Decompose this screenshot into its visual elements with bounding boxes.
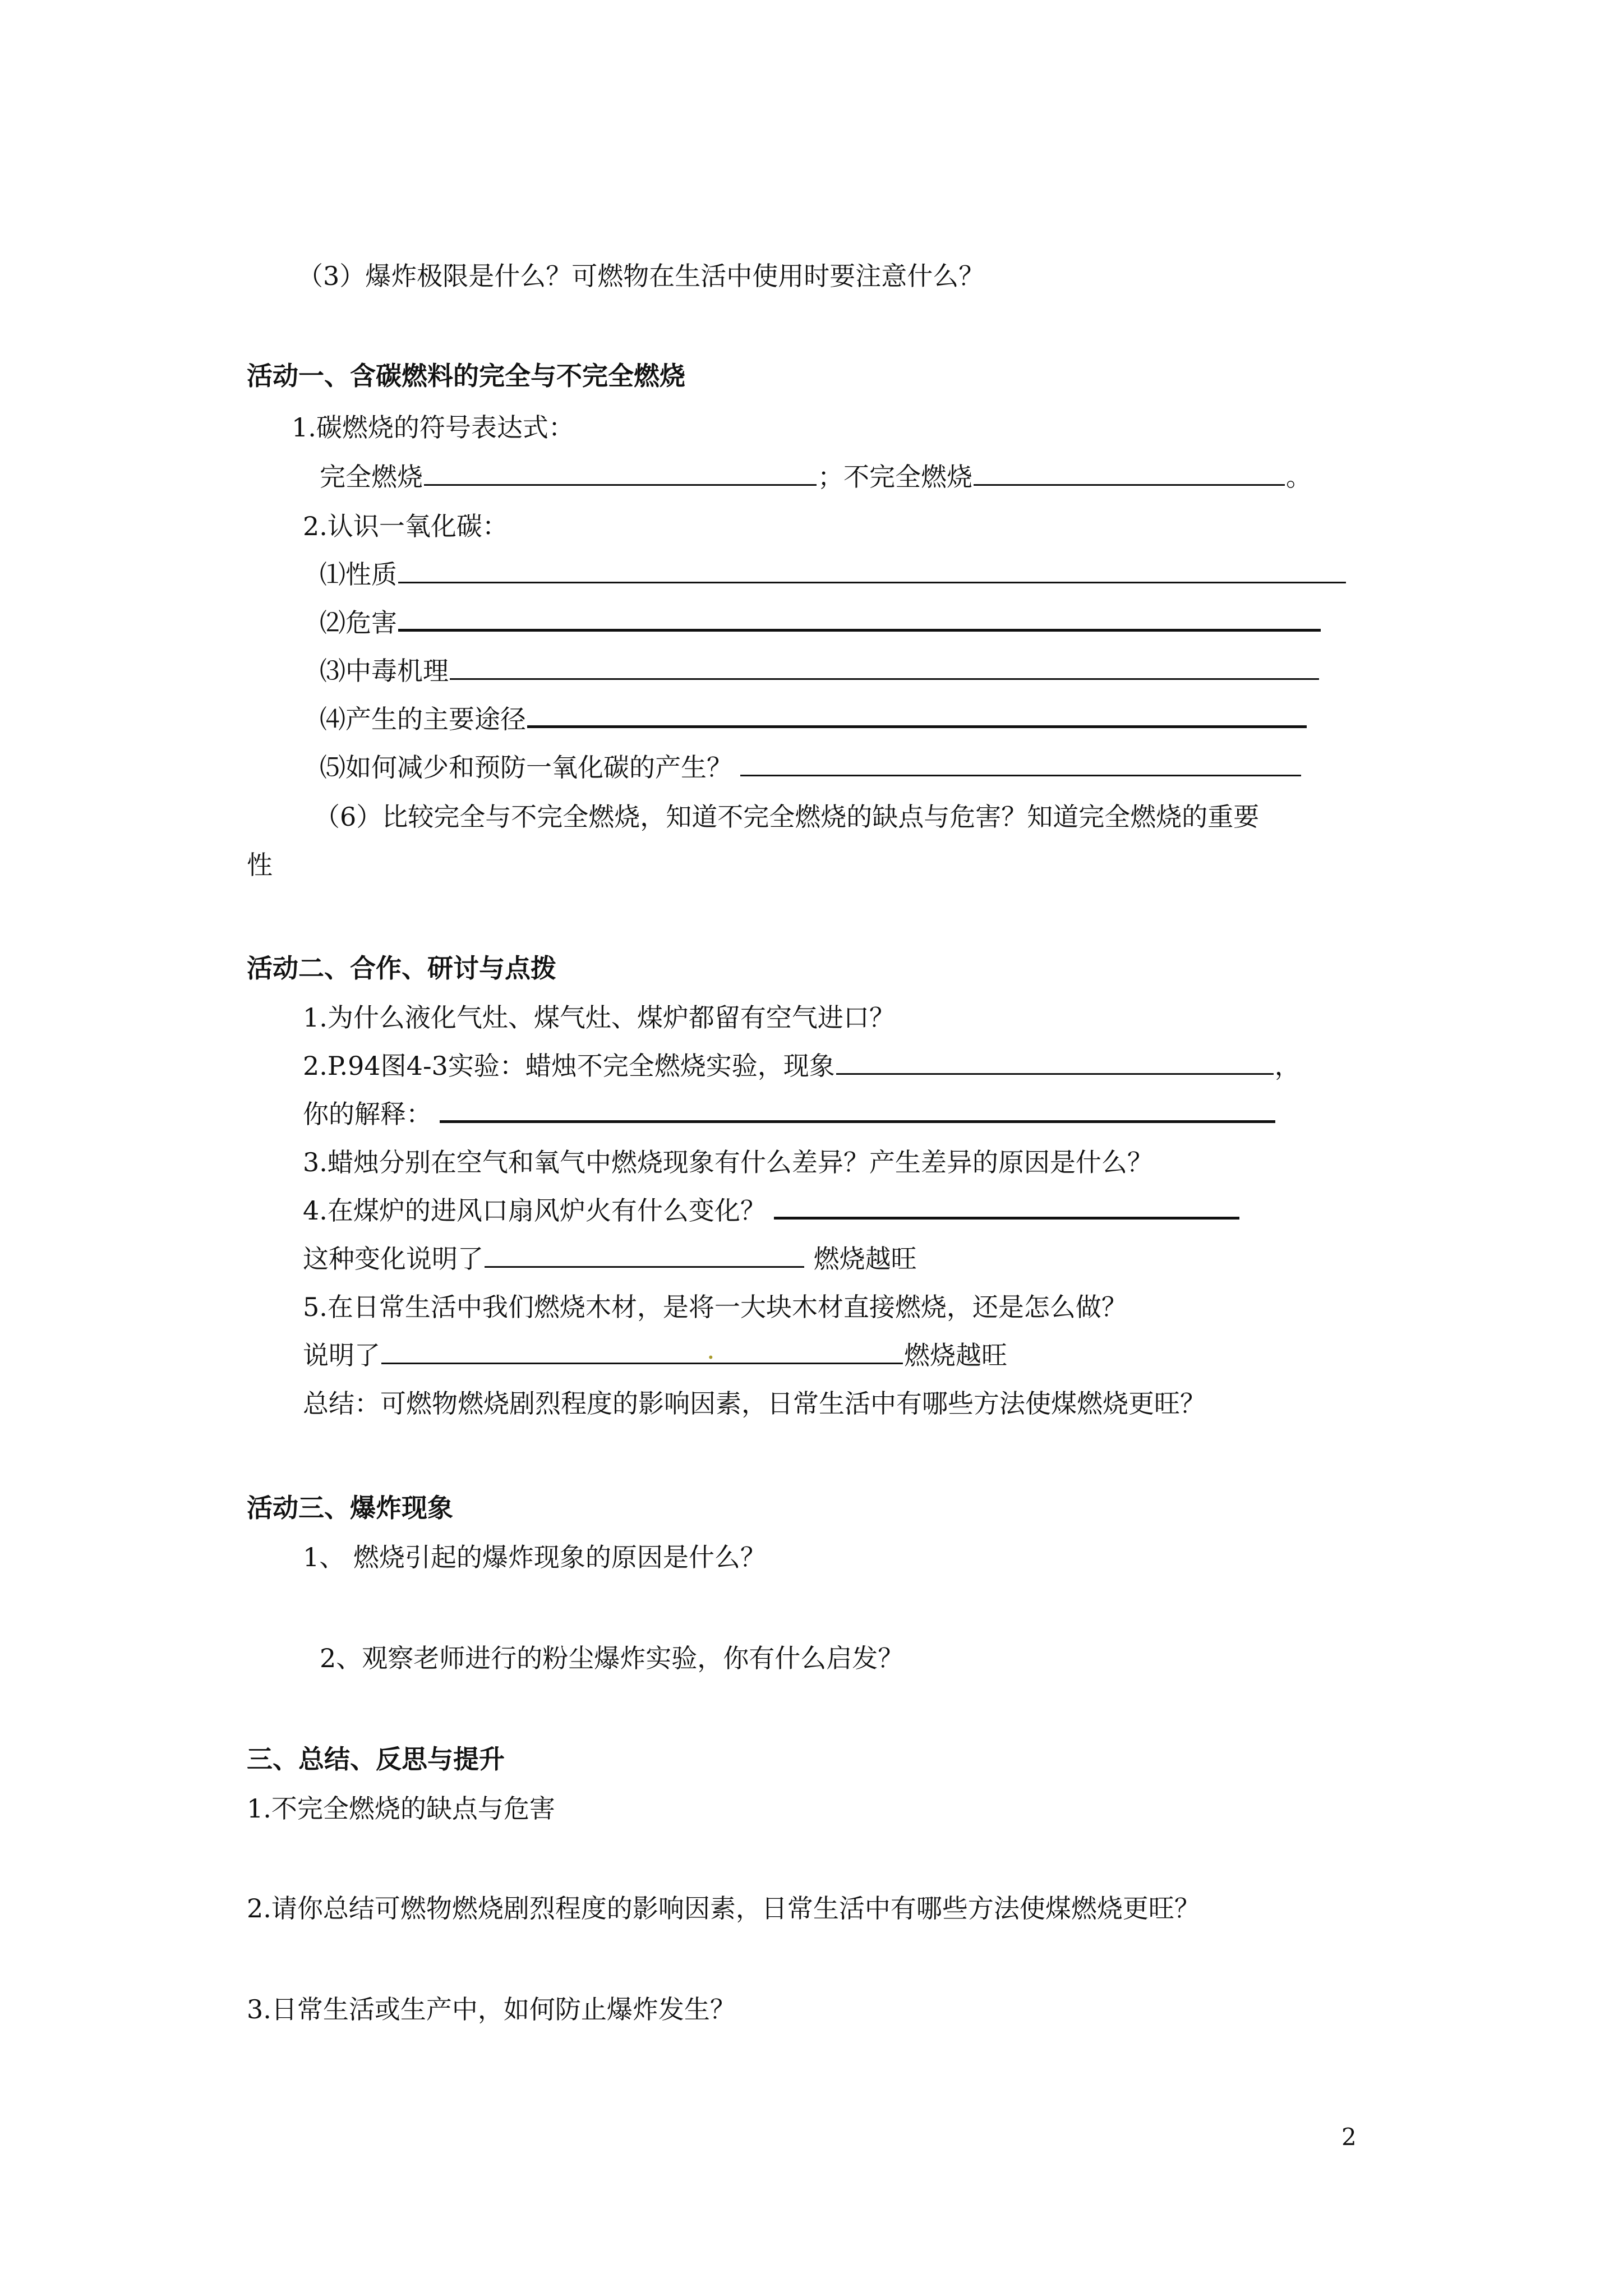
- co-hazards-row: [320, 606, 1322, 639]
- shows-label: 说明了: [303, 1340, 380, 1370]
- activity2-shows-row: [303, 1242, 917, 1276]
- section3-item1: 1.不完全燃烧的缺点与危害: [247, 1793, 555, 1824]
- stove-fan-label: 4.在煤炉的进风口扇风炉火有什么变化？: [303, 1195, 766, 1226]
- co-hazards-label: ⑵危害: [320, 608, 397, 638]
- section3-heading: 三、总结、反思与提升: [247, 1744, 505, 1774]
- activity2-summary: 总结：可燃物燃烧剧烈程度的影响因素，日常生活中有哪些方法使煤燃烧更旺？: [303, 1388, 1206, 1419]
- shows-this-blank[interactable]: [485, 1261, 804, 1268]
- semicolon: ；: [818, 462, 843, 492]
- co-poisoning-blank[interactable]: [450, 673, 1319, 680]
- candle-experiment-label: 2.P.94图4-3实验：蜡烛不完全燃烧实验，现象: [303, 1051, 835, 1081]
- section3-item2: 2.请你总结可燃物燃烧剧烈程度的影响因素，日常生活中有哪些方法使煤燃烧更旺？: [247, 1893, 1200, 1924]
- shows-this-label: 这种变化说明了: [303, 1244, 483, 1274]
- activity3-item1: 1、 燃烧引起的爆炸现象的原因是什么？: [303, 1542, 766, 1572]
- burn-stronger-label: 燃烧越旺: [813, 1244, 917, 1274]
- intro-question-3: （3）爆炸极限是什么？可燃物在生活中使用时要注意什么？: [297, 261, 985, 291]
- activity2-heading: 活动二、合作、研讨与点拨: [247, 953, 556, 983]
- explanation-blank[interactable]: [440, 1115, 1275, 1123]
- activity3-heading: 活动三、爆炸现象: [247, 1493, 453, 1523]
- activity2-item1: 1.为什么液化气灶、煤气灶、煤炉都留有空气进口？: [303, 1002, 895, 1033]
- candle-phenomenon-blank[interactable]: [836, 1068, 1274, 1075]
- activity2-item2-row: [303, 1049, 1301, 1083]
- co-sources-row: [320, 702, 1308, 736]
- activity2-explain-row: [303, 1097, 1276, 1131]
- co-properties-blank[interactable]: [398, 577, 1346, 583]
- co-hazards-blank[interactable]: [398, 624, 1321, 632]
- co-sources-blank[interactable]: [527, 720, 1307, 728]
- co-poisoning-row: [320, 654, 1320, 688]
- co-properties-row: [320, 558, 1347, 591]
- activity2-item3: 3.蜡烛分别在空气和氧气中燃烧现象有什么差异？产生差异的原因是什么？: [303, 1147, 1153, 1177]
- complete-combustion-blank[interactable]: [424, 479, 817, 486]
- shows-blank[interactable]: [381, 1334, 903, 1365]
- burn-stronger-label-2: 燃烧越旺: [904, 1340, 1007, 1370]
- activity1-equation-row: [320, 460, 1312, 494]
- co-properties-label: ⑴性质: [320, 559, 397, 590]
- activity3-item2: 2、观察老师进行的粉尘爆炸实验，你有什么启发？: [320, 1643, 904, 1673]
- comma: ，: [1274, 1051, 1301, 1081]
- complete-combustion-label: 完全燃烧: [320, 462, 423, 492]
- activity2-item4-row: [303, 1194, 1241, 1227]
- activity1-heading: 活动一、含碳燃料的完全与不完全燃烧: [247, 361, 685, 391]
- co-prevention-label: ⑸如何减少和预防一氧化碳的产生？: [320, 752, 732, 783]
- activity1-item2: 2.认识一氧化碳：: [303, 511, 508, 541]
- activity2-shows2-row: [303, 1334, 1007, 1372]
- co-prevention-row: [320, 751, 1302, 784]
- activity1-item1: 1.碳燃烧的符号表达式：: [292, 412, 574, 443]
- stove-fan-blank[interactable]: [774, 1212, 1239, 1220]
- incomplete-combustion-label: 不完全燃烧: [843, 462, 972, 492]
- co-compare-line2: 性: [247, 850, 273, 880]
- explanation-label: 你的解释：: [303, 1099, 432, 1129]
- co-prevention-blank[interactable]: [740, 770, 1301, 776]
- co-compare-line1: （6）比较完全与不完全燃烧，知道不完全燃烧的缺点与危害？知道完全燃烧的重要: [314, 802, 1260, 832]
- stray-dot: .: [707, 1334, 715, 1365]
- incomplete-combustion-blank[interactable]: [974, 479, 1285, 486]
- section3-item3: 3.日常生活或生产中，如何防止爆炸发生？: [247, 1994, 736, 2024]
- period: 。: [1286, 462, 1312, 492]
- co-sources-label: ⑷产生的主要途径: [320, 704, 526, 734]
- co-poisoning-label: ⑶中毒机理: [320, 656, 449, 686]
- page-number: 2: [1341, 2123, 1357, 2151]
- activity2-item5: 5.在日常生活中我们燃烧木材，是将一大块木材直接燃烧，还是怎么做？: [303, 1292, 1127, 1322]
